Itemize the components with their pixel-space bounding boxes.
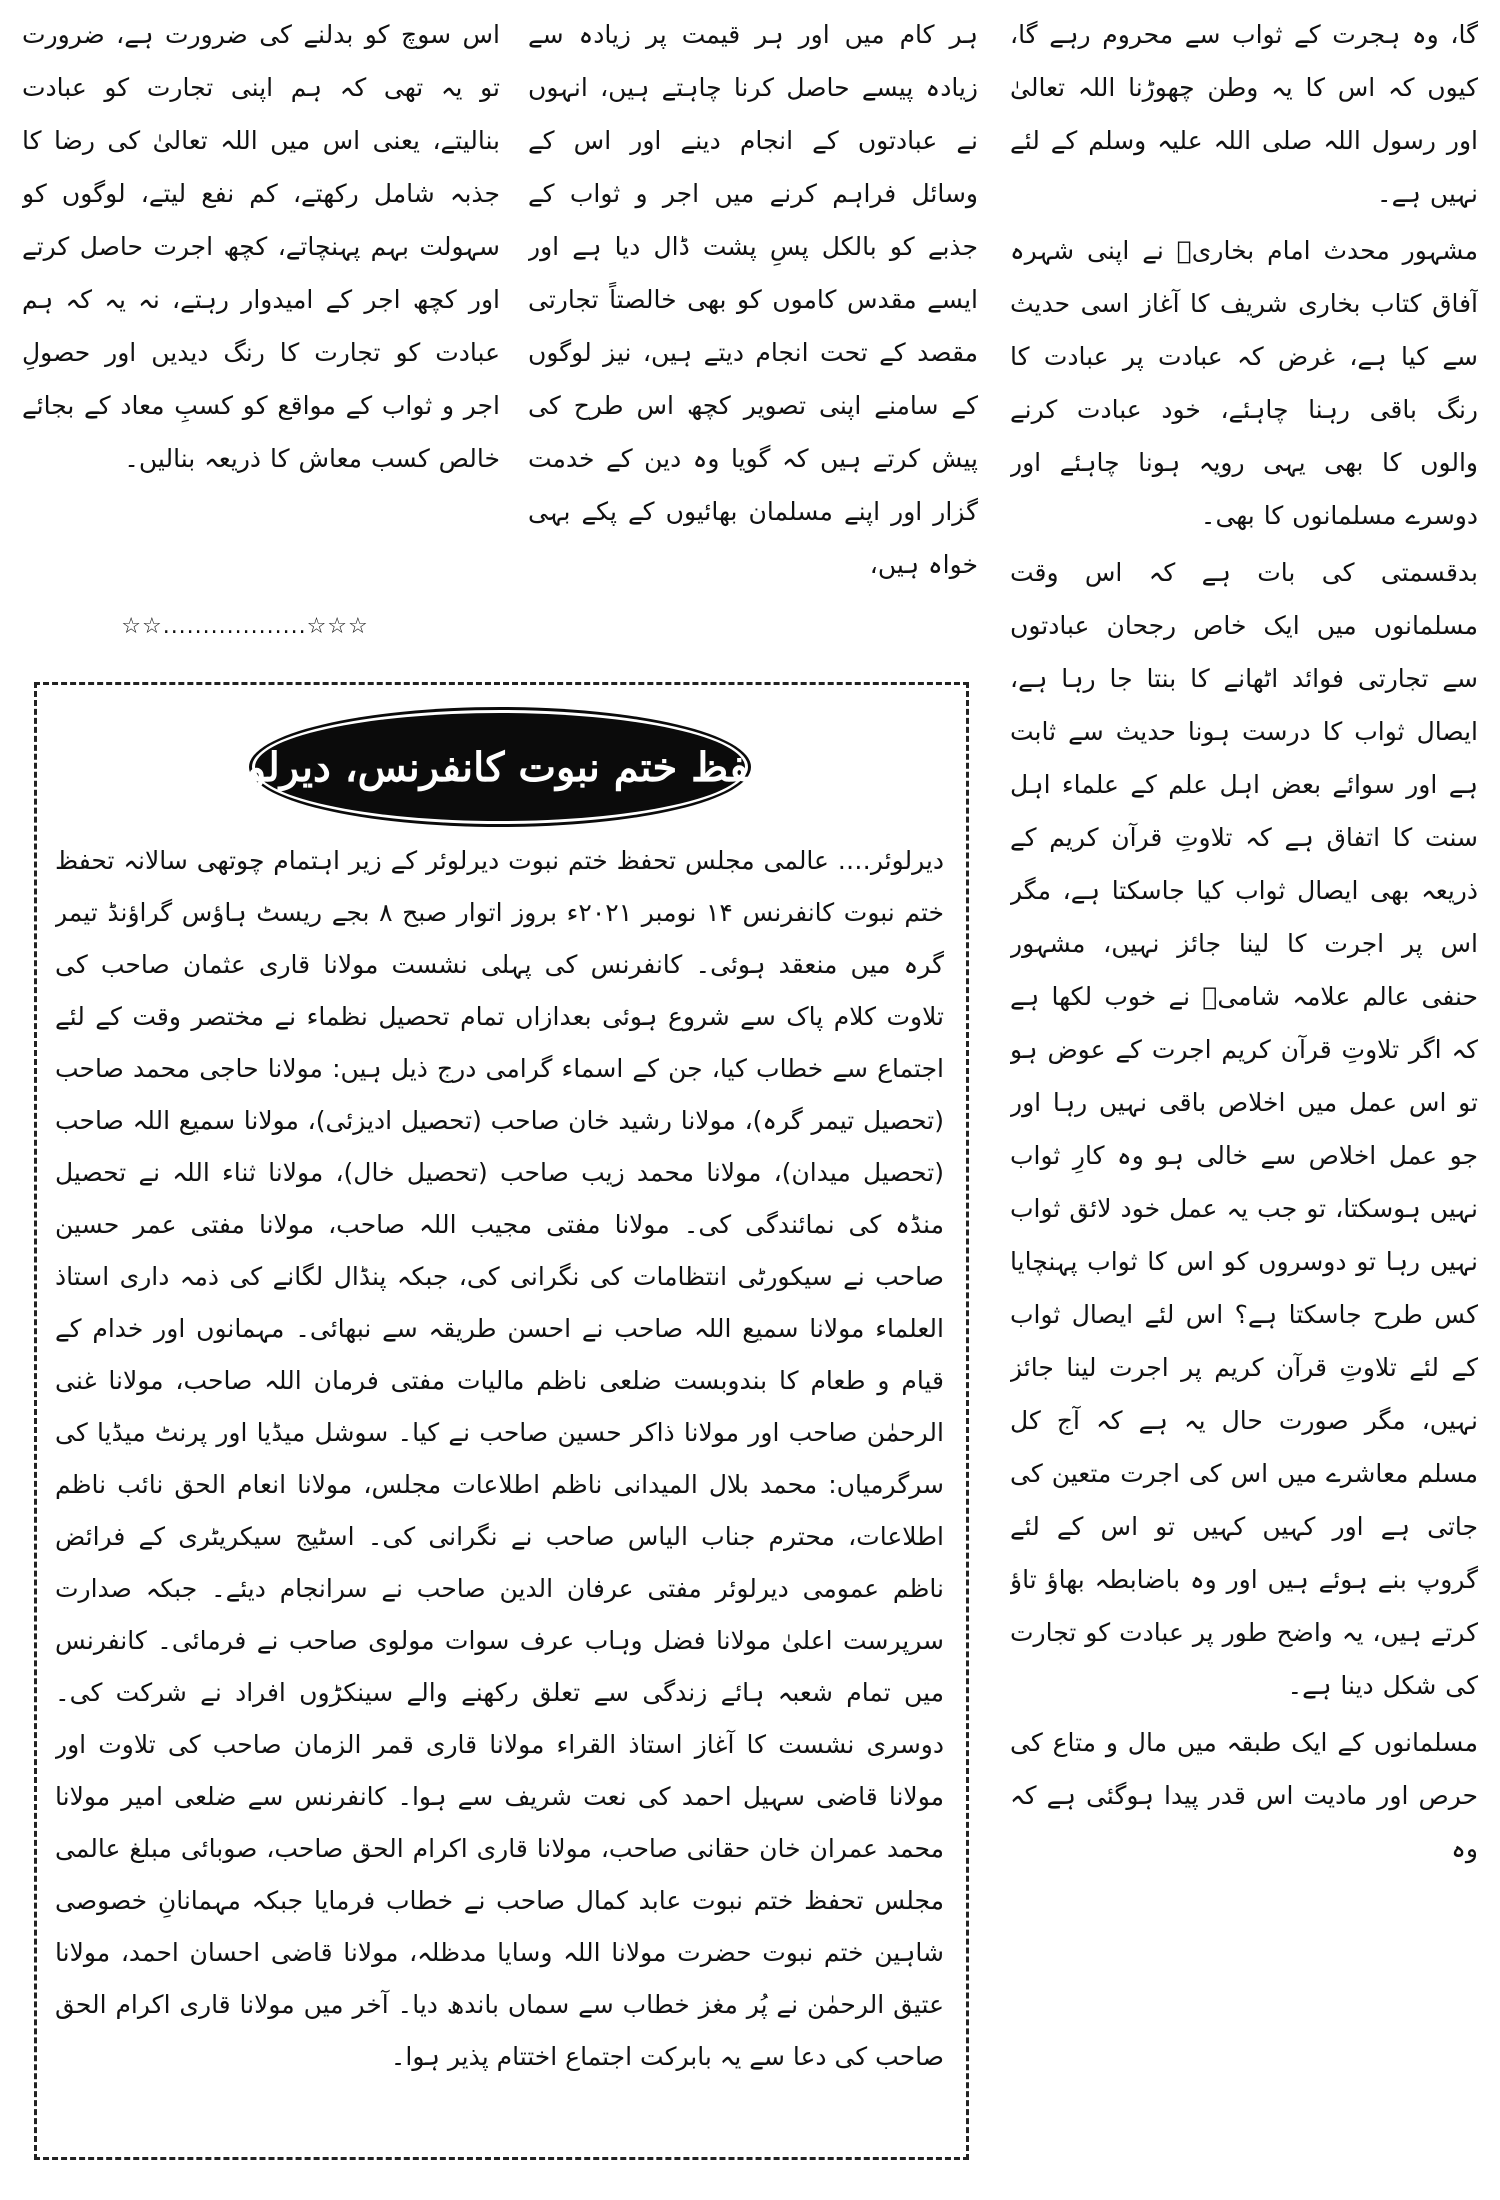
- news-box: [34, 682, 969, 2160]
- news-title: تحفظ ختم نبوت کانفرنس، دیرلوئر: [213, 743, 787, 791]
- right-paragraph-4: مسلمانوں کے ایک طبقہ میں مال و متاع کی حرص اور مادیت اس قدر پیدا ہوگئی ہے کہ وہ: [1010, 1728, 1478, 1863]
- news-paragraph-1: دیرلوئر…. عالمی مجلس تحفظ ختم نبوت دیرلوئر کے زیر اہتمام چوتھی سالانہ تحفظ ختم نبوت کانفرنس ۱۴ نومبر ۲۰۲۱ء بروز اتوار صبح ۸ بجے ریسٹ ہاؤس گراؤنڈ تیمر گرہ میں منعقد ہوئی۔ کانفرنس کی پہلی نشست مولانا قاری عثمان صاحب کی تلاوت کلام پاک سے شروع ہوئی بعدازاں تمام تحصیل نظماء نے مختصر وقت کے لئے اجتماع سے خطاب کیا، جن کے اسماء گرامی درج ذیل ہیں: مولانا حاجی محمد صاحب (تحصیل تیمر گرہ)، مولانا رشید خان صاحب (تحصیل ادیزئی)، مولانا سمیع اللہ صاحب (تحصیل میدان)، مولانا محمد زیب صاحب (تحصیل خال)، مولانا ثناء اللہ نے تحصیل منڈہ کی نمائندگی کی۔ مولانا مفتی مجیب اللہ صاحب، مولانا مفتی عمر حسین صاحب نے سیکورٹی انتظامات کی نگرانی کی، جبکہ پنڈال لگانے کی ذمہ داری استاذ العلماء مولانا سمیع اللہ صاحب نے احسن طریقہ سے نبھائی۔ مہمانوں اور خدام کے قیام و طعام کا بندوبست ضلعی ناظم مالیات مفتی فرمان اللہ صاحب، مولانا غنی الرحمٰن صاحب اور مولانا ذاکر حسین صاحب نے کیا۔ سوشل میڈیا اور پرنٹ میڈیا کی سرگرمیاں: محمد بلال المیدانی ناظم اطلاعات مجلس، مولانا انعام الحق نائب ناظم اطلاعات، محترم جناب الیاس صاحب نے نگرانی کی۔ اسٹیج سیکریٹری کے فرائض ناظم عمومی دیرلوئر مفتی عرفان الدین صاحب نے سرانجام دیئے۔ جبکہ صدارت سرپرست اعلیٰ مولانا فضل وہاب عرف سوات مولوی صاحب نے فرمائی۔ کانفرنس میں تمام شعبہ ہائے زندگی سے تعلق رکھنے والے سینکڑوں افراد نے شرکت کی۔ دوسری نشست کا آغاز استاذ القراء مولانا قاری قمر الزمان صاحب کی تلاوت اور مولانا قاضی سہیل احمد کی نعت شریف سے ہوا۔ کانفرنس سے ضلعی امیر مولانا محمد عمران خان حقانی صاحب، مولانا قاری اکرام الحق صاحب، صوبائی مبلغ عالمی مجلس تحفظ ختم نبوت عابد کمال صاحب نے خطاب فرمایا جبکہ مہمانانِ خصوصی شاہین ختم نبوت حضرت مولانا اللہ وسایا مدظلہ، مولانا قاضی احسان احمد، مولانا عتیق الرحمٰن نے پُر مغز خطاب سے سماں باندھ دیا۔ آخر میں مولانا قاری اکرام الحق صاحب کی دعا سے یہ بابرکت اجتماع اختتام پذیر ہوا۔: [55, 846, 944, 2071]
- left-column: [22, 8, 500, 648]
- right-paragraph-3: بدقسمتی کی بات ہے کہ اس وقت مسلمانوں میں ایک خاص رجحان عبادتوں سے تجارتی فوائد اٹھانے کا بنتا جا رہا ہے، ایصال ثواب کا درست ہونا حدیث سے ثابت ہے اور سوائے بعض اہل علم کے علماء اہل سنت کا اتفاق ہے کہ تلاوتِ قرآن کریم کے ذریعہ بھی ایصال ثواب کیا جاسکتا ہے، مگر اس پر اجرت کا لینا جائز نہیں، مشہور حنفی عالم علامہ شامیؒ نے خوب لکھا ہے کہ اگر تلاوتِ قرآن کریم اجرت کے عوض ہو تو اس عمل میں اخلاص باقی نہیں رہا اور جو عمل اخلاص سے خالی ہو وہ کارِ ثواب نہیں ہوسکتا، تو جب یہ عمل خود لائق ثواب نہیں رہا تو دوسروں کو اس کا ثواب پہنچایا کس طرح جاسکتا ہے؟ اس لئے ایصال ثواب کے لئے تلاوتِ قرآن کریم پر اجرت لینا جائز نہیں، مگر صورت حال یہ ہے کہ آج کل مسلم معاشرے میں اس کی اجرت متعین کی جاتی ہے اور کہیں کہیں تو اس کے لئے گروپ بنے ہوئے ہیں اور وہ باضابطہ بھاؤ تاؤ کرتے ہیں، یہ واضح طور پر عبادت کو تجارت کی شکل دینا ہے۔: [1010, 558, 1478, 1700]
- right-column: [1010, 8, 1478, 2178]
- section-separator: ☆☆..................☆☆☆: [121, 614, 369, 639]
- left-paragraph-1: اس سوچ کو بدلنے کی ضرورت ہے، ضرورت تو یہ تھی کہ ہم اپنی تجارت کو عبادت بنالیتے، یعنی اس میں اللہ تعالیٰ کی رضا کا جذبہ شامل رکھتے، کم نفع لیتے، لوگوں کو سہولت بہم پہنچاتے، کچھ اجرت حاصل کرتے اور کچھ اجر کے امیدوار رہتے، نہ یہ کہ ہم عبادت کو تجارت کا رنگ دیدیں اور حصولِ اجر و ثواب کے مواقع کو کسبِ معاد کے بجائے خالص کسب معاش کا ذریعہ بنالیں۔: [22, 20, 500, 473]
- news-title-banner: [213, 713, 787, 821]
- right-paragraph-2: مشہور محدث امام بخاریؒ نے اپنی شہرہ آفاق کتاب بخاری شریف کا آغاز اسی حدیث سے کیا ہے، غرض کہ عبادت پر عبادت کا رنگ باقی رہنا چاہئے، خود عبادت کرنے والوں کا بھی یہی رویہ ہونا چاہئے اور دوسرے مسلمانوں کا بھی۔: [1010, 236, 1478, 530]
- right-paragraph-1: گا، وہ ہجرت کے ثواب سے محروم رہے گا، کیوں کہ اس کا یہ وطن چھوڑنا اللہ تعالیٰ اور رسول اللہ صلی اللہ علیہ وسلم کے لئے نہیں ہے۔: [1010, 20, 1478, 208]
- news-body: [55, 835, 944, 2143]
- middle-column: [528, 8, 978, 718]
- middle-paragraph-1: ہر کام میں اور ہر قیمت پر زیادہ سے زیادہ پیسے حاصل کرنا چاہتے ہیں، انہوں نے عبادتوں کے انجام دینے اور اس کے وسائل فراہم کرنے میں اجر و ثواب کے جذبے کو بالکل پسِ پشت ڈال دیا ہے اور ایسے مقدس کاموں کو بھی خالصتاً تجارتی مقصد کے تحت انجام دیتے ہیں، نیز لوگوں کے سامنے اپنی تصویر کچھ اس طرح کی پیش کرتے ہیں کہ گویا وہ دین کے خدمت گزار اور اپنے مسلمان بھائیوں کے پکے بہی خواہ ہیں،: [528, 20, 978, 579]
